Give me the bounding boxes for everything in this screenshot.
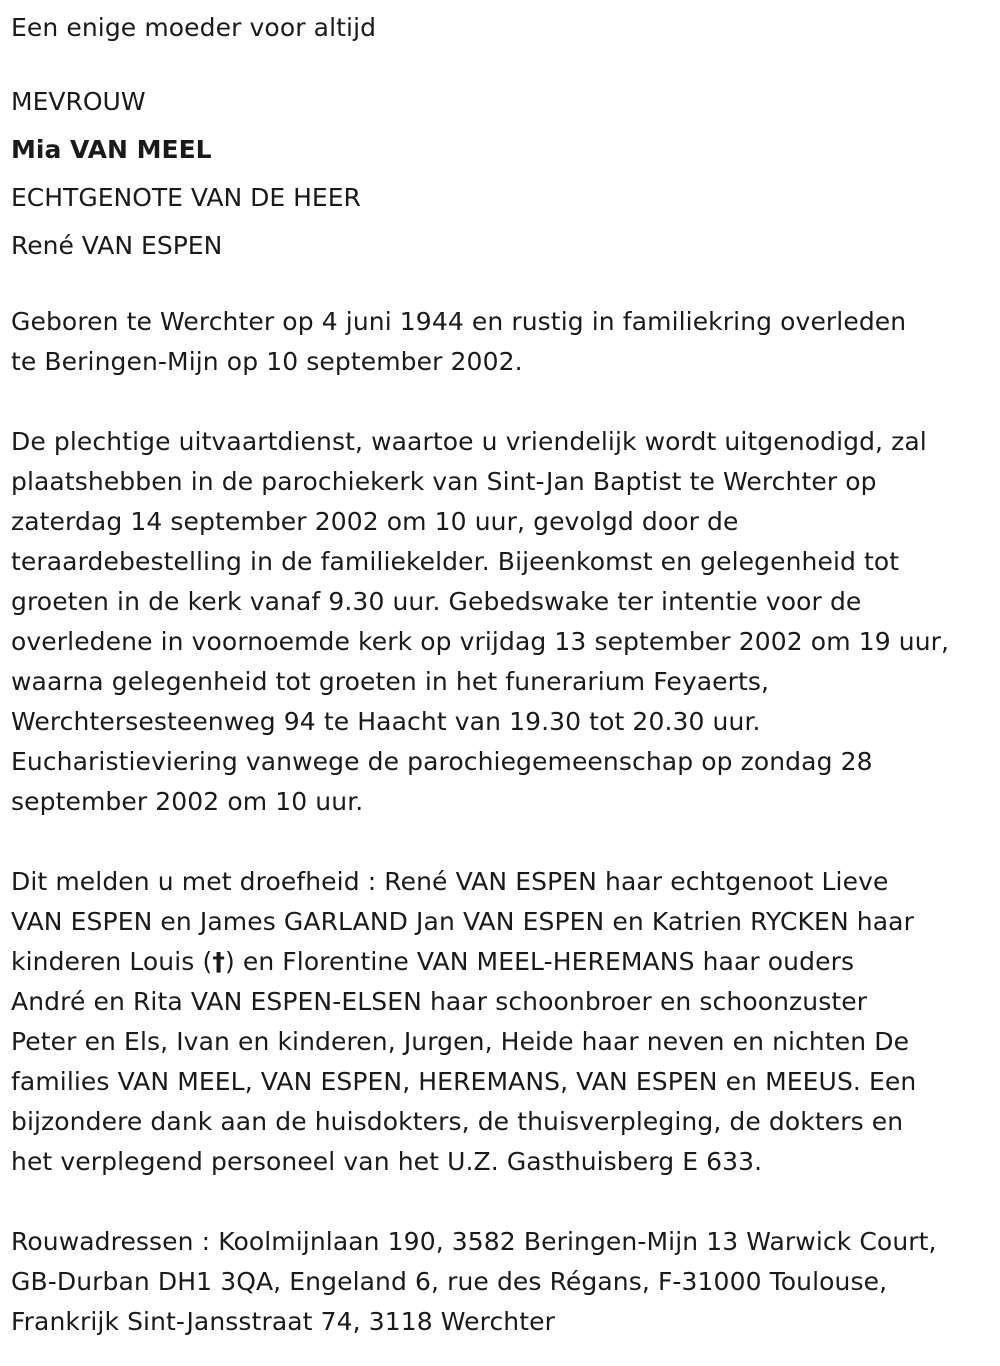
birth-death-paragraph (11, 302, 990, 382)
paragraph-line: zaterdag 14 september 2002 om 10 uur, gevolgd door de (11, 507, 739, 536)
header-block (11, 78, 990, 270)
line-text: kinderen Louis ( (11, 947, 213, 976)
paragraph-line: bijzondere dank aan de huisdokters, de thuisverpleging, de dokters en (11, 1107, 904, 1136)
spacer (11, 270, 990, 302)
paragraph-line: teraardebestelling in de familiekelder. Bijeenkomst en gelegenheid tot (11, 547, 900, 576)
paragraph-line: plaatshebben in de parochiekerk van Sint-Jan Baptist te Werchter op (11, 467, 877, 496)
paragraph-line: Eucharistieviering vanwege de parochiegemeenschap op zondag 28 (11, 747, 873, 776)
relation-line: ECHTGENOTE VAN DE HEER (11, 183, 361, 212)
paragraph-line: André en Rita VAN ESPEN-ELSEN haar schoonbroer en schoonzuster (11, 987, 868, 1016)
paragraph-line: GB-Durban DH1 3QA, Engeland 6, rue des Régans, F-31000 Toulouse, (11, 1267, 888, 1296)
paragraph-line: Rouwadressen : Koolmijnlaan 190, 3582 Beringen-Mijn 13 Warwick Court, (11, 1227, 937, 1256)
paragraph-line: Geboren te Werchter op 4 juni 1944 en rustig in familiekring overleden (11, 307, 907, 336)
deceased-name: Mia VAN MEEL (11, 135, 212, 164)
paragraph-line: Dit melden u met droefheid : René VAN ESPEN haar echtgenoot Lieve (11, 867, 889, 896)
paragraph-line: De plechtige uitvaartdienst, waartoe u vriendelijk wordt uitgenodigd, zal (11, 427, 927, 456)
spouse-name: René VAN ESPEN (11, 231, 223, 260)
ceremony-paragraph (11, 422, 990, 822)
paragraph-line: VAN ESPEN en James GARLAND Jan VAN ESPEN en Katrien RYCKEN haar (11, 907, 914, 936)
addresses-paragraph (11, 1222, 990, 1342)
paragraph-line: groeten in de kerk vanaf 9.30 uur. Gebedswake ter intentie voor de (11, 587, 862, 616)
paragraph-line: Peter en Els, Ivan en kinderen, Jurgen, Heide haar neven en nichten De (11, 1027, 910, 1056)
spacer (11, 382, 990, 422)
intro-line: Een enige moeder voor altijd (11, 13, 377, 42)
paragraph-line (11, 942, 990, 982)
paragraph-line: waarna gelegenheid tot groeten in het funerarium Feyaerts, (11, 667, 770, 696)
paragraph-line: families VAN MEEL, VAN ESPEN, HEREMANS, VAN ESPEN en MEEUS. Een (11, 1067, 917, 1096)
paragraph-line: Frankrijk Sint-Jansstraat 74, 3118 Werchter (11, 1307, 555, 1336)
title-prefix: MEVROUW (11, 87, 146, 116)
spacer (11, 822, 990, 862)
paragraph-line: te Beringen-Mijn op 10 september 2002. (11, 347, 523, 376)
announcement-paragraph (11, 862, 990, 1182)
spacer (11, 1182, 990, 1222)
spacer (11, 48, 990, 78)
line-text: ) en Florentine VAN MEEL-HEREMANS haar ouders (224, 947, 855, 976)
paragraph-line: overledene in voornoemde kerk op vrijdag 13 september 2002 om 19 uur, (11, 627, 950, 656)
cross-icon: † (212, 947, 225, 976)
paragraph-line: het verplegend personeel van het U.Z. Gasthuisberg E 633. (11, 1147, 763, 1176)
paragraph-line: Werchtersesteenweg 94 te Haacht van 19.30 tot 20.30 uur. (11, 707, 761, 736)
paragraph-line: september 2002 om 10 uur. (11, 787, 364, 816)
